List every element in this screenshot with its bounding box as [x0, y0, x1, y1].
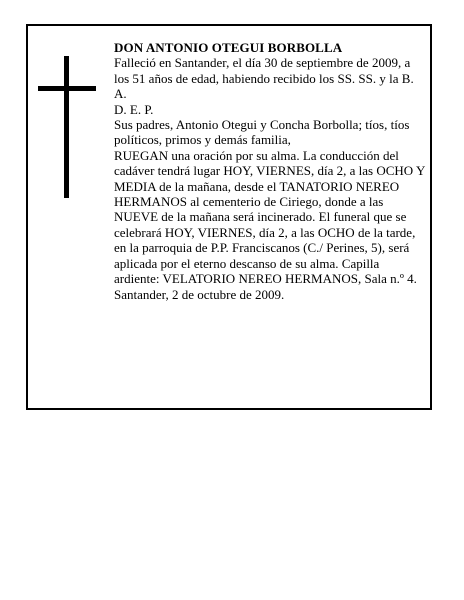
death-notice: Falleció en Santander, el día 30 de septiembre de 2009, a los 51 años de edad, habiendo recibido los SS. SS. y la B. A. — [114, 55, 414, 102]
date-line: Santander, 2 de octubre de 2009. — [114, 286, 285, 302]
funeral-details: RUEGAN una oración por su alma. La conducción del cadáver tendrá lugar HOY, VIERNES, día 2, a las OCHO Y MEDIA de la mañana, desde el TANATORIO NEREO HERMANOS al cementerio de Ciriego, donde a las NUEVE de la mañana será incinerado. El funeral que se celebrará HOY, VIERNES, día 2, a las OCHO de la tarde, en la parroquia de P.P. Franciscanos (C./ Perines, 5), será aplicada por el eterno descanso de su alma. Capilla ardiente: VELATORIO NEREO HERMANOS, Sala n.º 4. — [114, 147, 425, 287]
obituary-card — [26, 24, 432, 410]
cross-horizontal-bar — [38, 86, 96, 91]
family-line: Sus padres, Antonio Otegui y Concha Borbolla; tíos, tíos políticos, primos y demás familia, — [114, 117, 410, 148]
rip-line: D. E. P. — [114, 101, 154, 117]
cross-vertical-bar — [64, 56, 69, 198]
deceased-name: DON ANTONIO OTEGUI BORBOLLA — [114, 40, 343, 55]
obituary-text — [114, 40, 426, 302]
cross-icon — [38, 56, 98, 198]
